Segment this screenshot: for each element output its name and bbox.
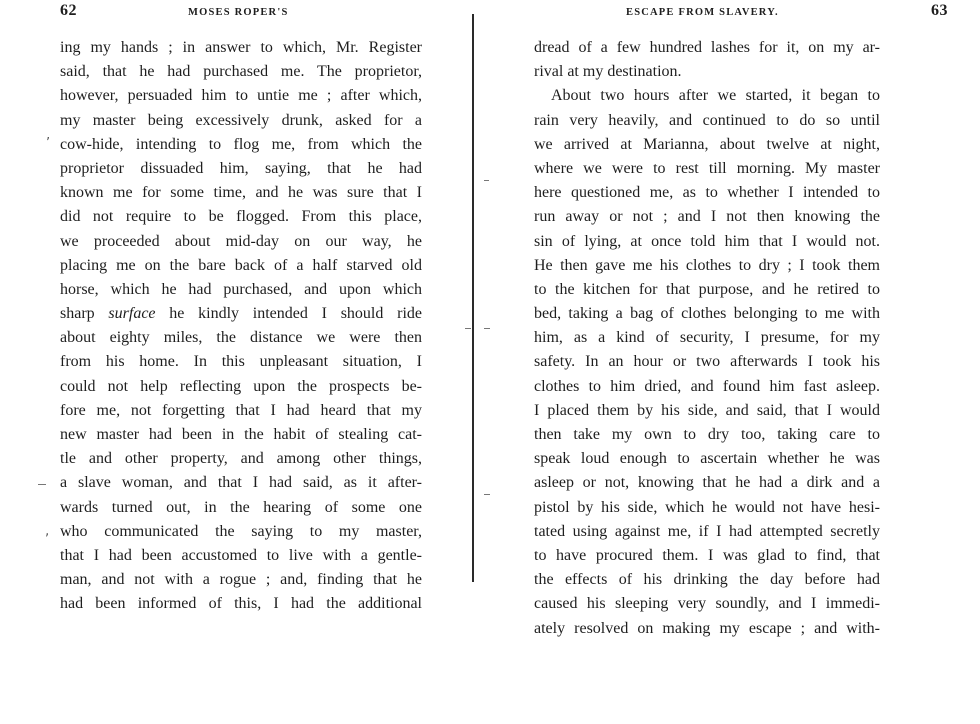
- left-page-number: 62: [60, 2, 77, 19]
- text-line: placing me on the bare back of a half starved old: [60, 256, 422, 274]
- text-line: pistol by his side, which he would not have hesi-: [534, 498, 880, 516]
- text-line: who communicated the saying to my master,: [60, 522, 422, 540]
- text-line: tle and other property, and among other things,: [60, 450, 422, 468]
- left-page-text: [60, 36, 422, 617]
- right-page-text: [534, 36, 880, 641]
- text-line: wards turned out, in the hearing of some one: [60, 498, 422, 516]
- text-line: horse, which he had purchased, and upon which: [60, 280, 422, 298]
- text-line: ing my hands ; in answer to which, Mr. Register: [60, 39, 422, 56]
- text-line: could not help reflecting upon the prospects be-: [60, 377, 422, 395]
- italic-word: surface: [108, 305, 156, 323]
- right-page-number: 63: [931, 2, 948, 19]
- right-page: [478, 0, 980, 724]
- text-line: speak loud enough to ascertain whether he was: [534, 450, 880, 468]
- text-line: however, persuaded him to untie me ; after which,: [60, 87, 422, 105]
- left-running-title: MOSES ROPER'S: [188, 7, 289, 18]
- scan-speck: [465, 328, 471, 329]
- text-line: tated using against me, if I had attempted secretly: [534, 522, 880, 540]
- right-page-header: [530, 2, 948, 24]
- text-line: said, that he had purchased me. The proprietor,: [60, 63, 422, 81]
- scan-speck: ’: [46, 136, 51, 151]
- text-line: clothes to him dried, and found him fast asleep.: [534, 377, 880, 395]
- text-line: that I had been accustomed to live with a gentle-: [60, 546, 422, 564]
- text-line: then take my own to dry too, taking care to: [534, 426, 880, 443]
- text-line: the effects of his drinking the day before had: [534, 571, 880, 589]
- text-line: asleep or not, knowing that he had a dirk and a: [534, 474, 880, 492]
- text-line: ately resolved on making my escape ; and with-: [534, 619, 880, 637]
- text-line: to the kitchen for that purpose, and he retired to: [534, 280, 880, 298]
- text-line: dread of a few hundred lashes for it, on my ar-: [534, 39, 880, 56]
- text-line: where we were to rest till morning. My master: [534, 159, 880, 177]
- scan-speck: [484, 494, 490, 495]
- text-line: fore me, not forgetting that I had heard that my: [60, 401, 422, 419]
- text-line: known me for some time, and he was sure that I: [60, 184, 422, 202]
- text-line: sharp surface he kindly intended I should ride: [60, 305, 423, 323]
- text-line: we arrived at Marianna, about twelve at night,: [534, 135, 880, 153]
- text-line: rain very heavily, and continued to do so until: [534, 111, 880, 129]
- text-line: new master had been in the habit of stealing cat-: [60, 426, 422, 443]
- page-gutter-rule: [472, 14, 474, 582]
- right-running-title: ESCAPE FROM SLAVERY.: [626, 7, 779, 18]
- text-line: about eighty miles, the distance we were then: [60, 329, 422, 347]
- left-page: [0, 0, 478, 724]
- text-line: had been informed of this, I had the additional: [60, 595, 422, 613]
- text-line: him, as a kind of security, I presume, for my: [534, 329, 880, 347]
- text-line: About two hours after we started, it began to: [551, 87, 880, 105]
- text-line: bed, taking a bag of clothes belonging to me with: [534, 305, 880, 323]
- text-line: here questioned me, as to whether I intended to: [534, 184, 880, 202]
- text-line: from his home. In this unpleasant situation, I: [60, 353, 422, 371]
- text-line: my master being excessively drunk, asked for a: [60, 111, 422, 129]
- text-line: rival at my destination.: [534, 63, 682, 81]
- scan-speck: [484, 328, 490, 329]
- text-line: run away or not ; and I not then knowing the: [534, 208, 880, 226]
- text-line: man, and not with a rogue ; and, finding that he: [60, 571, 422, 589]
- text-line: sin of lying, at once told him that I would not.: [534, 232, 880, 250]
- text-line: safety. In an hour or two afterwards I took his: [534, 353, 880, 371]
- scan-speck: [38, 484, 46, 485]
- text-line: He then gave me his clothes to dry ; I took them: [534, 256, 880, 274]
- text-line: I placed them by his side, and said, that I would: [534, 401, 880, 419]
- text-line: proprietor dissuaded him, saying, that he had: [60, 159, 422, 177]
- left-page-header: [60, 2, 422, 24]
- scan-speck: [484, 180, 489, 181]
- scan-speck: ‚: [45, 524, 50, 539]
- text-line: a slave woman, and that I had said, as it after-: [60, 474, 422, 492]
- text-line: caused his sleeping very soundly, and I immedi-: [534, 595, 880, 613]
- text-line: did not require to be flogged. From this place,: [60, 208, 422, 226]
- text-line: to have procured them. I was glad to find, that: [534, 546, 880, 564]
- text-line: we proceeded about mid-day on our way, he: [60, 232, 422, 250]
- text-line: cow-hide, intending to flog me, from which the: [60, 135, 422, 153]
